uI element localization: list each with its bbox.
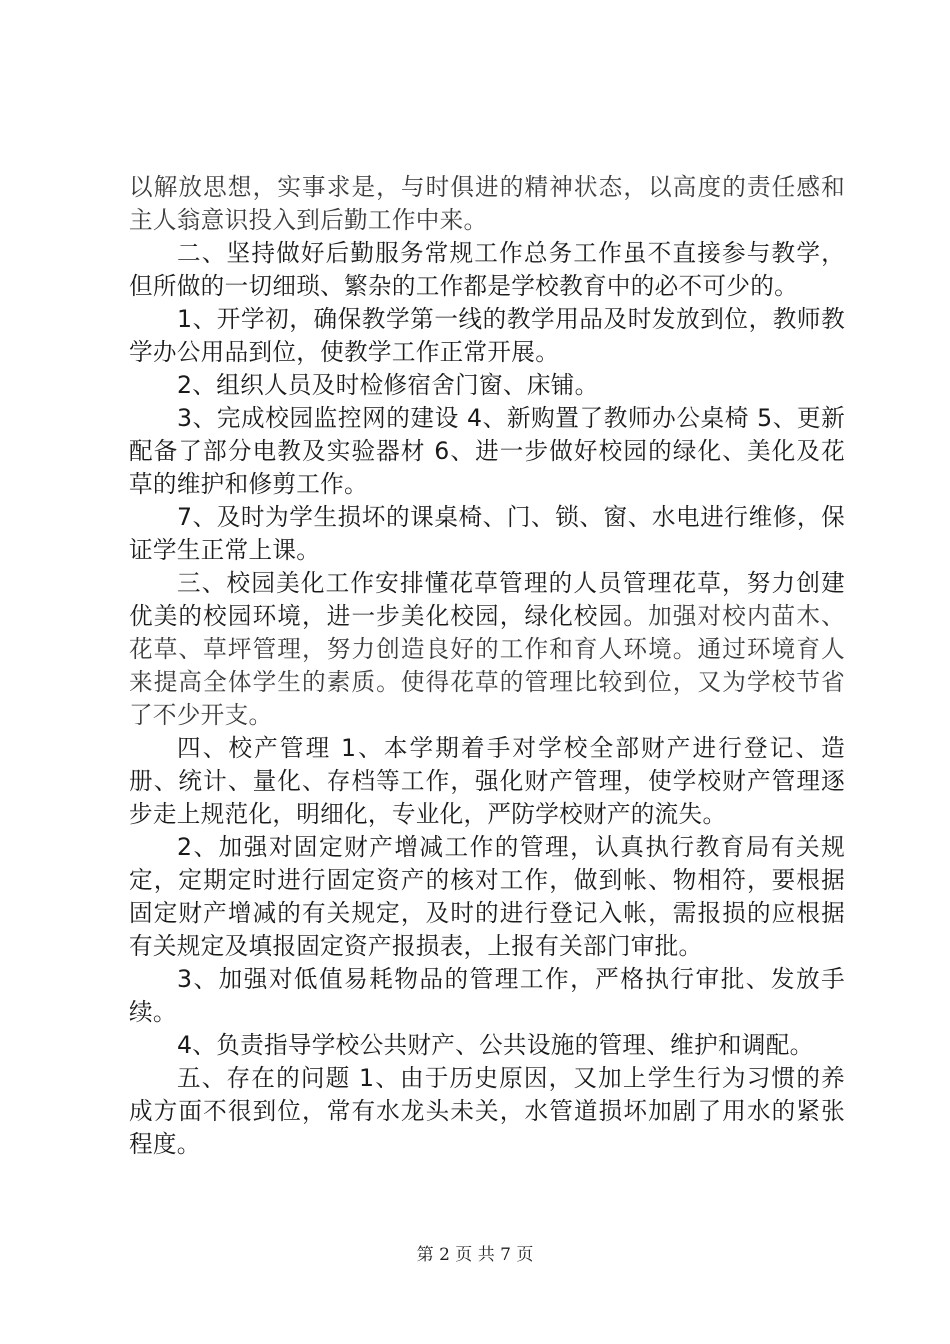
paragraph-item-3-6: 3、完成校园监控网的建设 4、新购置了教师办公桌椅 5、更新配备了部分电教及实验器材 6、进一步做好校园的绿化、美化及花草的维护和修剪工作。 xyxy=(129,404,845,498)
paragraph-continuation: 以解放思想，实事求是，与时俱进的精神状态，以高度的责任感和主人翁意识投入到后勤工作中来。 xyxy=(129,173,845,234)
paragraph-item-1: 1、开学初，确保教学第一线的教学用品及时发放到位，教师教学办公用品到位，使教学工作正常开展。 xyxy=(129,305,845,366)
paragraph-section-five: 五、存在的问题 1、由于历史原因，又加上学生行为习惯的养成方面不很到位，常有水龙头未关，水管道损坏加剧了用水的紧张程度。 xyxy=(129,1064,845,1158)
paragraph-section-two: 二、坚持做好后勤服务常规工作总务工作虽不直接参与教学，但所做的一切细琐、繁杂的工作都是学校教育中的必不可少的。 xyxy=(129,239,845,300)
paragraph-section-three xyxy=(129,567,845,732)
document-body xyxy=(129,171,845,1161)
paragraph-item-7: 7、及时为学生损坏的课桌椅、门、锁、窗、水电进行维修，保证学生正常上课。 xyxy=(129,503,845,564)
paragraph-section-four: 四、校产管理 1、本学期着手对学校全部财产进行登记、造册、统计、量化、存档等工作，强化财产管理，使学校财产管理逐步走上规范化，明细化，专业化，严防学校财产的流失。 xyxy=(129,734,845,828)
paragraph-section-three-lead: 三、校园美化工作安排懂花草管理的人员管理花草，努力创建优美的校园环境，进一步美化校园，绿化校园。 xyxy=(129,569,845,630)
page-number-footer: 第 2 页 共 7 页 xyxy=(416,1245,534,1265)
paragraph-section-three-detail: 加强对校内苗木、花草、草坪管理，努力创造良好的工作和育人环境。通过环境育人来提高全体学生的素质。使得花草的管理比较到位，又为学校节省了不少开支。 xyxy=(129,602,845,729)
paragraph-asset-item-4: 4、负责指导学校公共财产、公共设施的管理、维护和调配。 xyxy=(177,1031,814,1059)
paragraph-item-2: 2、组织人员及时检修宿舍门窗、床铺。 xyxy=(177,371,599,399)
paragraph-asset-item-3: 3、加强对低值易耗物品的管理工作，严格执行审批、发放手续。 xyxy=(129,965,845,1026)
paragraph-asset-item-2: 2、加强对固定财产增减工作的管理，认真执行教育局有关规定，定期定时进行固定资产的核对工作，做到帐、物相符，要根据固定财产增减的有关规定，及时的进行登记入帐，需报损的应根据有关规定及填报固定资产报损表，上报有关部门审批。 xyxy=(129,833,845,960)
